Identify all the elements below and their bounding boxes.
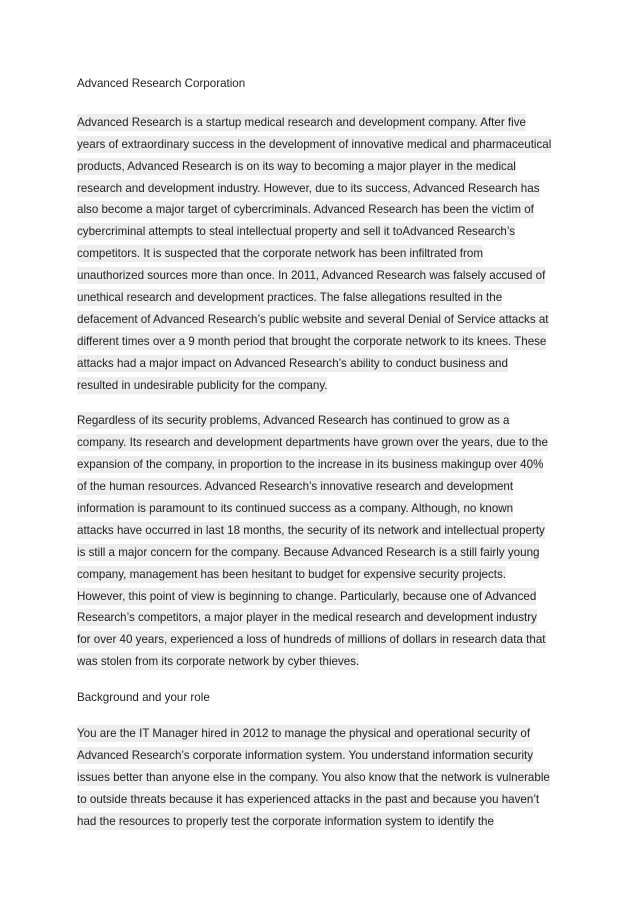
line-text: products, Advanced Research is on its way to becoming a major player in the medical [77,159,516,173]
spacer [77,95,563,112]
paragraph-line [77,156,563,178]
paragraph-line [77,309,563,331]
line-text: was stolen from its corporate network by cyber thieves. [77,655,360,669]
paragraph-line [77,811,563,833]
paragraph-line [77,178,563,200]
intro-paragraph [77,112,563,397]
line-text: company, management has been hesitant to budget for expensive security projects. [77,567,507,581]
line-text: Research’s competitors, a major player in the medical research and development industry [77,611,537,625]
paragraph-line [77,520,563,542]
paragraph-line [77,265,563,287]
line-text: research and development industry. However, due to its success, Advanced Research has [77,181,540,195]
paragraph-line [77,767,563,789]
line-text: for over 40 years, experienced a loss of hundreds of millions of dollars in research data that [77,633,546,647]
security-paragraph [77,410,563,673]
paragraph-line [77,586,563,608]
line-text: defacement of Advanced Research’s public website and several Denial of Service attacks at [77,312,549,326]
spacer [77,396,563,410]
paragraph-line [77,476,563,498]
line-text: issues better than anyone else in the company. You also know that the network is vulnerable [77,770,550,784]
line-text: unethical research and development practices. The false allegations resulted in the [77,291,503,305]
line-text: competitors. It is suspected that the corporate network has been infiltrated from [77,247,483,261]
line-text: company. Its research and development departments have grown over the years, due to the [77,436,548,450]
line-text: expansion of the company, in proportion to the increase in its business makingup over 40% [77,458,544,472]
paragraph-line [77,498,563,520]
line-text: is still a major concern for the company. Because Advanced Research is a still fairly young [77,545,540,559]
paragraph-line [77,199,563,221]
line-text: unauthorized sources more than once. In 2011, Advanced Research was falsely accused of [77,269,546,283]
paragraph-line [77,375,563,397]
spacer [77,673,563,687]
paragraph-line [77,723,563,745]
paragraph-line [77,112,563,134]
line-text: Regardless of its security problems, Advanced Research has continued to grow as a [77,414,510,428]
paragraph-line [77,410,563,432]
paragraph-line [77,564,563,586]
spacer [77,709,563,723]
line-text: resulted in undesirable publicity for the company. [77,378,328,392]
line-text: attacks have occurred in last 18 months, the security of its network and intellectual property [77,523,545,537]
paragraph-line [77,243,563,265]
document-title [77,73,563,95]
paragraph-line [77,353,563,375]
paragraph-line [77,745,563,767]
paragraph-line [77,134,563,156]
paragraph-line [77,651,563,673]
section-heading [77,687,563,709]
paragraph-line [77,221,563,243]
line-text: Advanced Research’s corporate information system. You understand information security [77,748,534,762]
line-text: also become a major target of cybercriminals. Advanced Research has been the victim of [77,203,534,217]
line-text: years of extraordinary success in the development of innovative medical and pharmaceutical [77,137,552,151]
paragraph-line [77,454,563,476]
paragraph-line [77,331,563,353]
paragraph-line [77,607,563,629]
line-text: attacks had a major impact on Advanced Research’s ability to conduct business and [77,356,508,370]
paragraph-line [77,789,563,811]
line-text: to outside threats because it has experienced attacks in the past and because you haven’t [77,792,540,806]
line-text: However, this point of view is beginning to change. Particularly, because one of Advanced [77,589,537,603]
line-text: Advanced Research is a startup medical research and development company. After five [77,115,526,129]
line-text: different times over a 9 month period that brought the corporate network to its knees. These [77,334,547,348]
paragraph-line [77,629,563,651]
line-text: information is paramount to its continued success as a company. Although, no known [77,502,514,516]
paragraph-line [77,432,563,454]
role-paragraph [77,723,563,832]
line-text: You are the IT Manager hired in 2012 to manage the physical and operational security of [77,727,531,741]
section-heading-text: Background and your role [77,691,210,705]
line-text: had the resources to properly test the corporate information system to identify the [77,814,494,828]
document-body [77,73,563,833]
document-title-text: Advanced Research Corporation [77,77,246,90]
paragraph-line [77,542,563,564]
paragraph-line [77,287,563,309]
line-text: cybercriminal attempts to steal intellectual property and sell it toAdvanced Research’s [77,225,515,239]
line-text: of the human resources. Advanced Research’s innovative research and development [77,480,514,494]
